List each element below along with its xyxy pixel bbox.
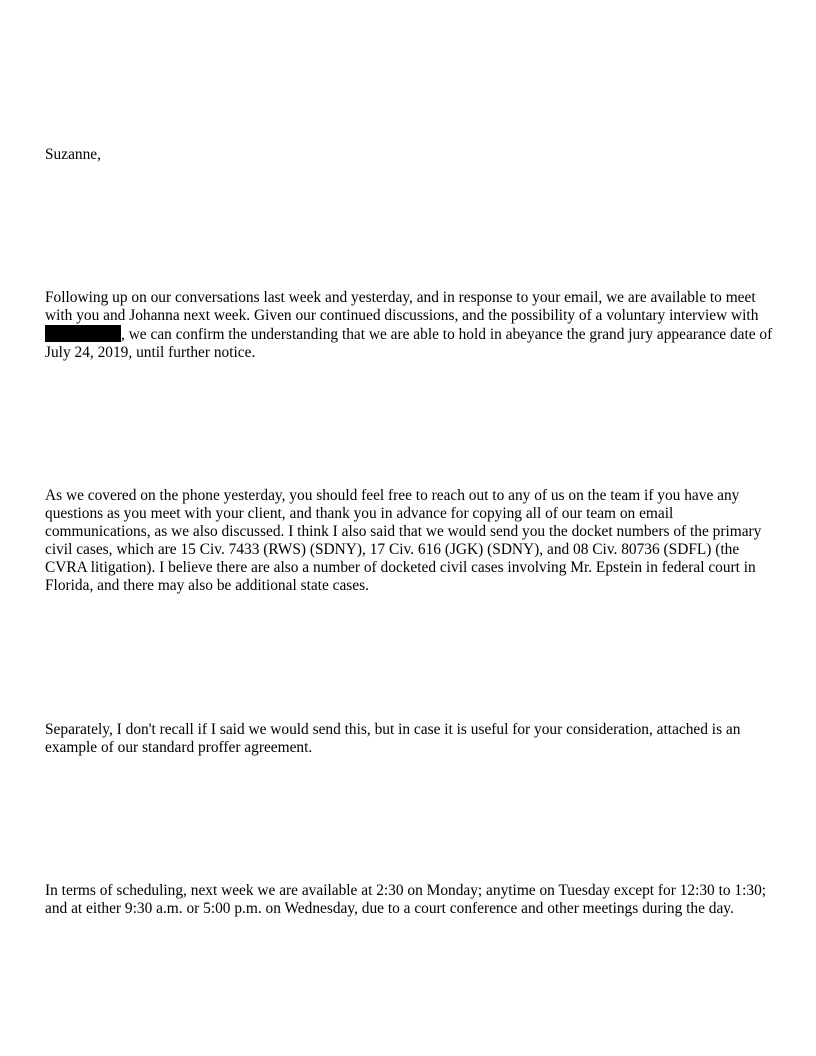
salutation: Suzanne, [45,146,101,163]
paragraph-docket-numbers: As we covered on the phone yesterday, you should feel free to reach out to any of us on the team if you have any questions as you meet with your client, and thank you in advance for copying all of our team on email communications, as we also discussed. I think I also said that we would send you the docket numbers of the primary civil cases, which are 15 Civ. 7433 (RWS) (SDNY), 17 Civ. 616 (JGK) (SDNY), and 08 Civ. 80736 (SDFL) (the CVRA litigation). I believe there are also a number of docketed civil cases involving Mr. Epstein in federal court in Florida, and there may also be additional state cases. [45,487,762,594]
paragraph-proffer-agreement: Separately, I don't recall if I said we would send this, but in case it is useful for your consideration, attached is an example of our standard proffer agreement. [45,721,741,756]
paragraph-scheduling: In terms of scheduling, next week we are available at 2:30 on Monday; anytime on Tuesday except for 12:30 to 1:30; and at either 9:30 a.m. or 5:00 p.m. on Wednesday, due to a court conference and other meetings during the day. [45,882,767,917]
paragraph-1-text-before-redaction: Following up on our conversations last week and yesterday, and in response to your email, we are available to meet with you and Johanna next week. Given our continued discussions, and the possibility of a voluntary interview with [45,289,759,324]
paragraph-1-text-after-redaction: , we can confirm the understanding that we are able to hold in abeyance the grand jury appearance date of July 24, 2019, until further notice. [45,326,773,361]
redaction-block [45,325,121,342]
paragraph-meeting-availability [45,289,773,362]
